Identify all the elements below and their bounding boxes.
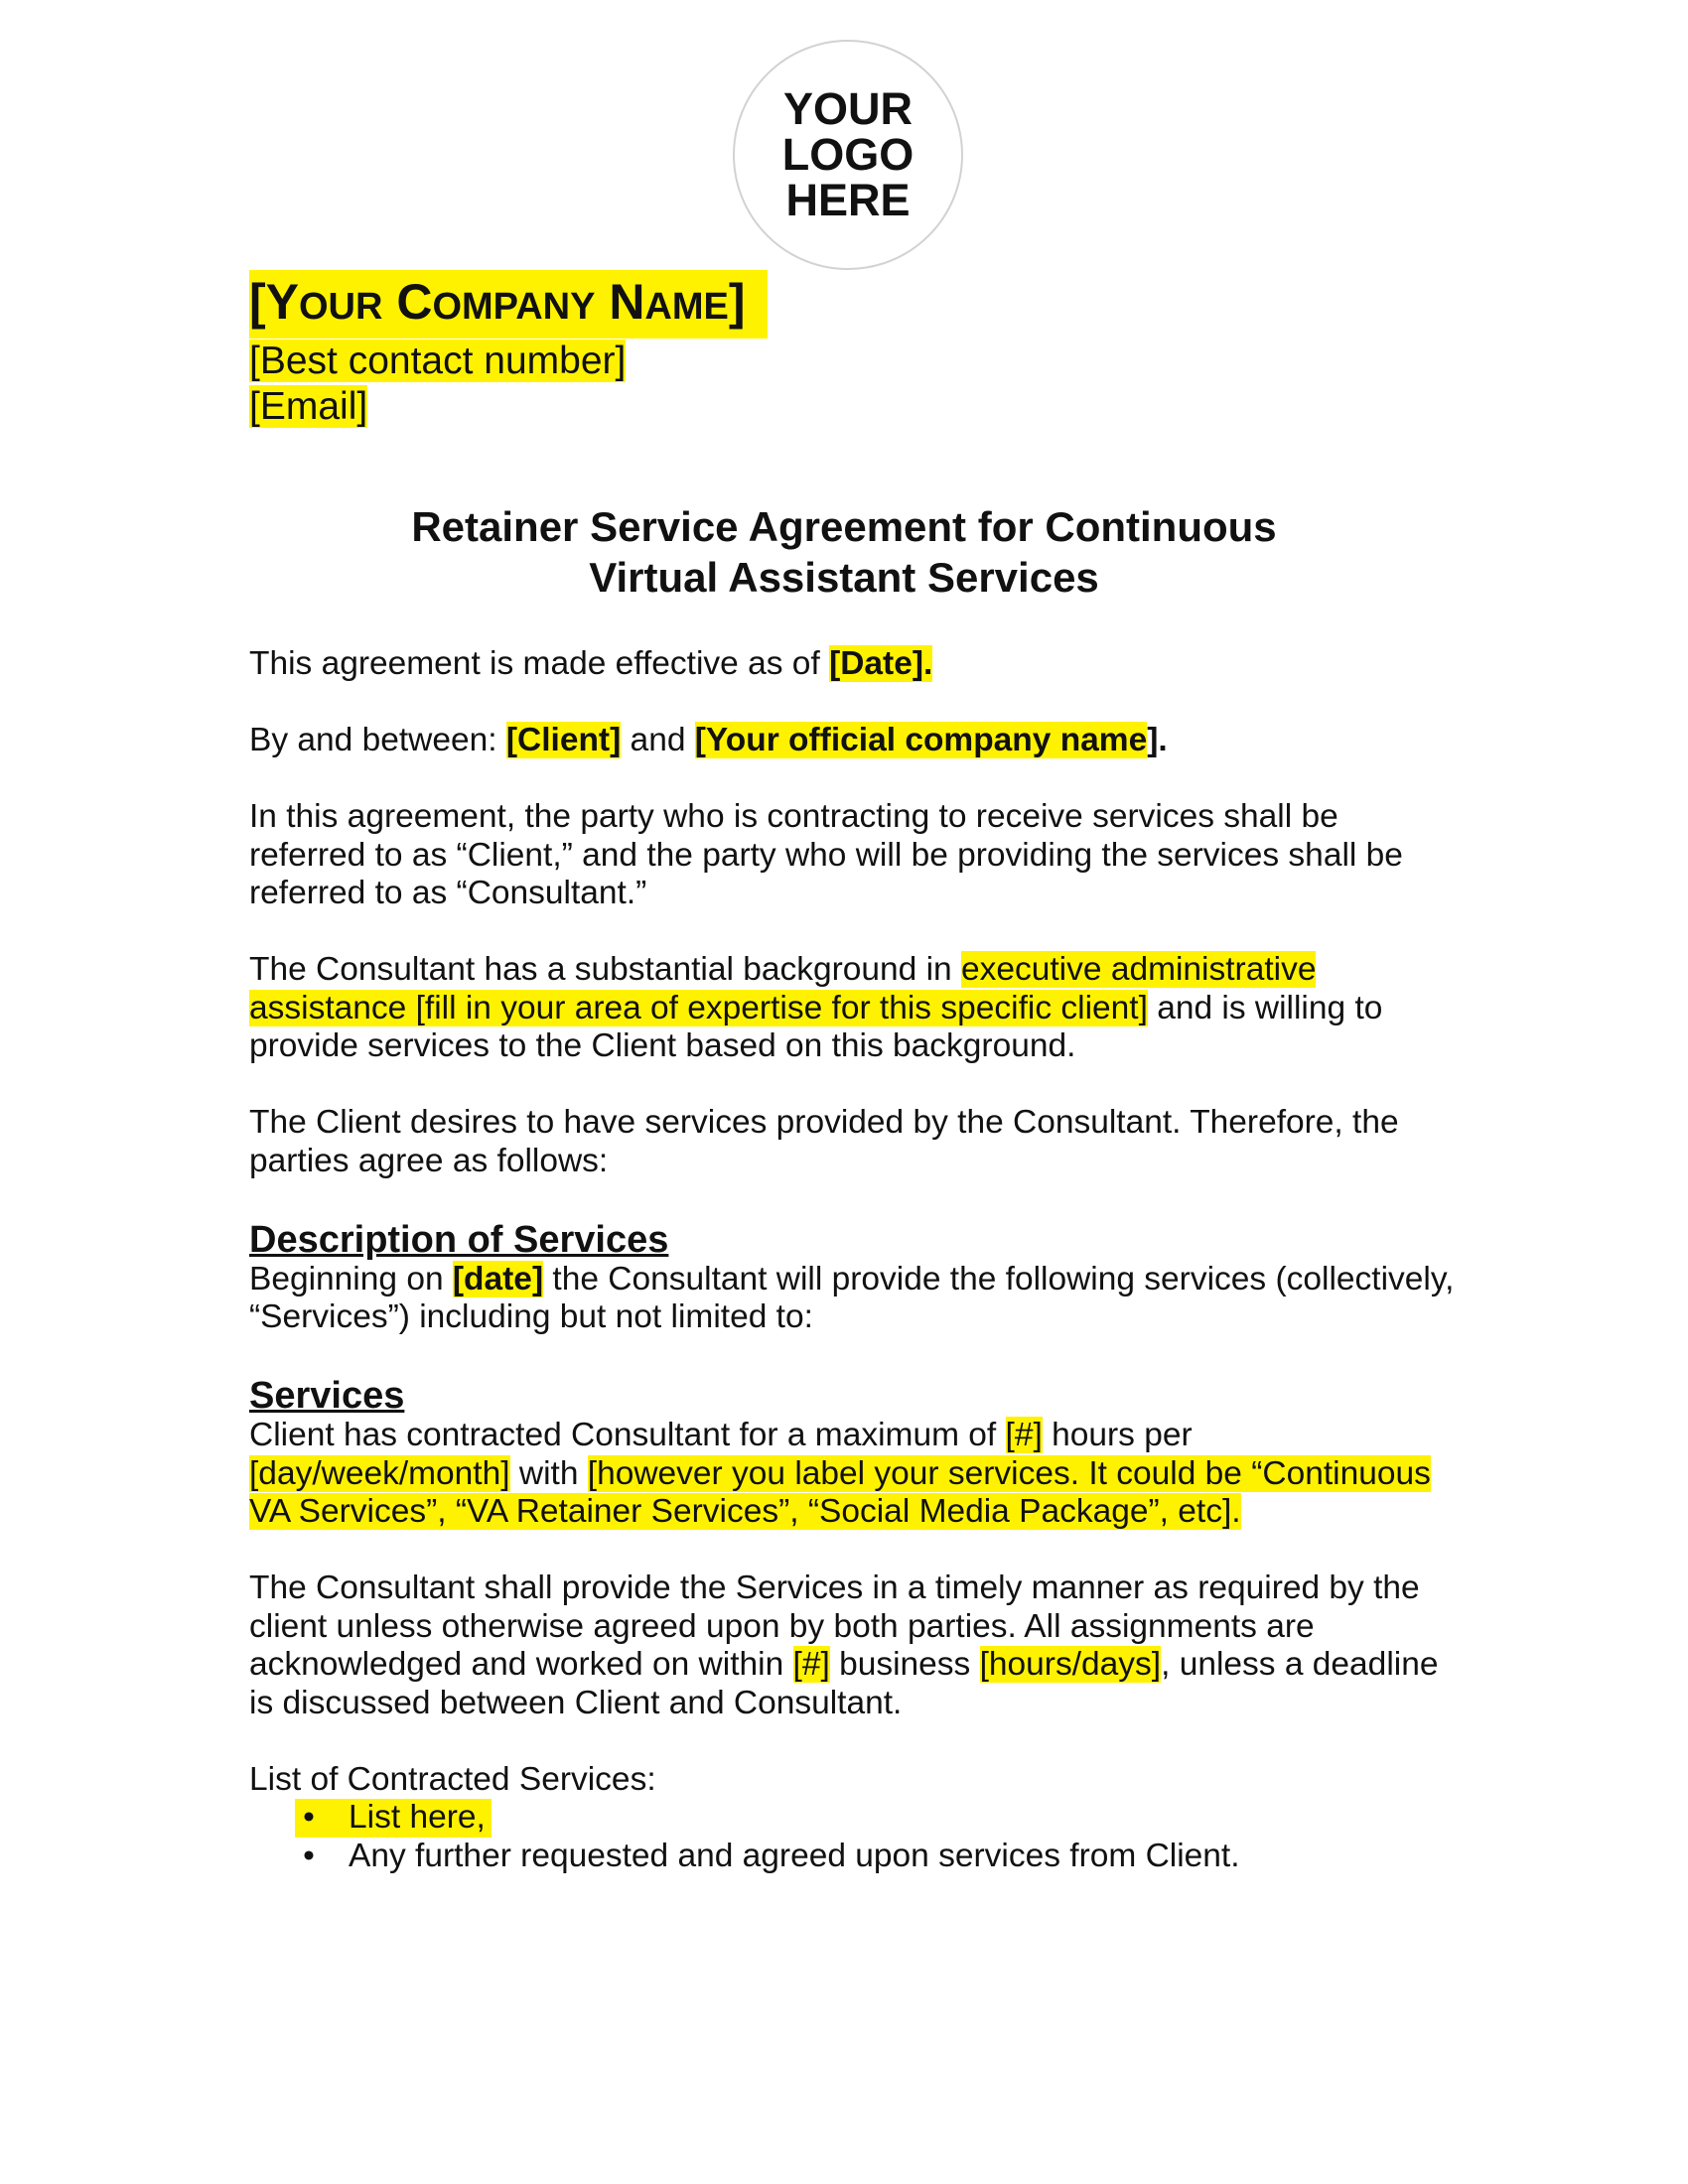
list-item — [295, 1799, 492, 1838]
title-line-1: Retainer Service Agreement for Continuous — [411, 503, 1277, 550]
services-text: with — [509, 1454, 588, 1492]
timely-text: , unless a deadline is discussed between Client and Consultant. — [249, 1646, 1439, 1721]
timely-text: The Consultant shall provide the Services in a timely manner as required by the client unless otherwise agreed upon by both parties. All assignments are acknowledged and worked on within — [249, 1570, 1420, 1683]
logo-line-1: YOUR — [782, 83, 913, 134]
company-name-part: N — [595, 274, 645, 330]
parties-between-paragraph — [249, 722, 1461, 760]
background-tail: and is willing to provide services to the Client based on this background. — [249, 989, 1383, 1064]
logo-line-3: HERE — [785, 175, 911, 225]
response-unit-placeholder: [hours/days] — [979, 1646, 1162, 1683]
client-placeholder: [Client] — [505, 722, 622, 758]
desire-paragraph: The Client desires to have services provided by the Consultant. Therefore, the parties agree as follows: — [249, 1104, 1399, 1179]
services-text: hours per — [1042, 1417, 1193, 1453]
background-lead: The Consultant has a substantial background in — [249, 951, 961, 988]
company-name-part: [Y — [249, 274, 299, 330]
contact-number: [Best contact number] — [249, 340, 627, 382]
list-item-text: List here, — [349, 1799, 486, 1836]
background-paragraph — [249, 951, 1461, 1066]
logo-line-2: LOGO — [781, 129, 914, 180]
hours-placeholder: [#] — [1005, 1417, 1043, 1453]
agreement-body — [249, 645, 1461, 1875]
service-label-placeholder: [however you label your services. It could be “Continuous VA Services”, “VA Retainer Services”, “Social Media Package”, etc]. — [249, 1454, 1431, 1530]
list-item — [299, 1838, 1461, 1876]
document-title — [0, 501, 1688, 603]
contact-email: [Email] — [249, 385, 368, 428]
services-hours-paragraph — [249, 1417, 1461, 1532]
expertise-placeholder: executive administrative assistance [fill in your area of expertise for this specific client] — [249, 951, 1317, 1026]
logo-placeholder — [733, 40, 963, 270]
company-placeholder: [Your official company name — [694, 722, 1148, 758]
company-header — [249, 270, 1441, 430]
title-line-2: Virtual Assistant Services — [589, 554, 1099, 601]
description-tail: the Consultant will provide the following services (collectively, “Services”) including but not limited to: — [249, 1260, 1455, 1335]
start-date-placeholder: [date] — [452, 1260, 544, 1297]
parties-definition-paragraph: In this agreement, the party who is contracting to receive services shall be referred to as “Client,” and the party who will be providing the services shall be referred to as “Consultant.” — [249, 798, 1403, 911]
bullet-icon: • — [303, 1799, 315, 1836]
company-name-part: C — [382, 274, 433, 330]
effective-text: This agreement is made effective as of — [249, 645, 830, 682]
period-placeholder: [day/week/month] — [249, 1454, 510, 1492]
services-list — [249, 1799, 1461, 1875]
between-end: . — [1158, 722, 1168, 758]
between-lead: By and between: — [249, 722, 506, 758]
bullet-icon: • — [303, 1837, 315, 1874]
effective-date-paragraph — [249, 645, 1461, 684]
date-placeholder: [Date]. — [829, 645, 933, 682]
company-name-part: OUR — [299, 286, 383, 328]
timely-text: business — [829, 1646, 980, 1683]
services-text: Client has contracted Consultant for a maximum of — [249, 1417, 1006, 1453]
description-paragraph — [249, 1261, 1461, 1337]
services-heading: Services — [249, 1375, 405, 1417]
timeliness-paragraph — [249, 1570, 1461, 1722]
description-heading: Description of Services — [249, 1218, 669, 1261]
services-list-label: List of Contracted Services: — [249, 1760, 656, 1798]
between-bracket: ] — [1147, 722, 1159, 758]
response-number-placeholder: [#] — [792, 1646, 830, 1683]
between-and: and — [621, 722, 695, 758]
list-item-text: Any further requested and agreed upon services from Client. — [349, 1837, 1240, 1874]
company-name-part: ] — [728, 274, 746, 330]
company-name-part: OMPANY — [432, 286, 596, 328]
company-name — [249, 270, 768, 339]
company-name-part: AME — [644, 286, 729, 328]
description-lead: Beginning on — [249, 1260, 453, 1297]
